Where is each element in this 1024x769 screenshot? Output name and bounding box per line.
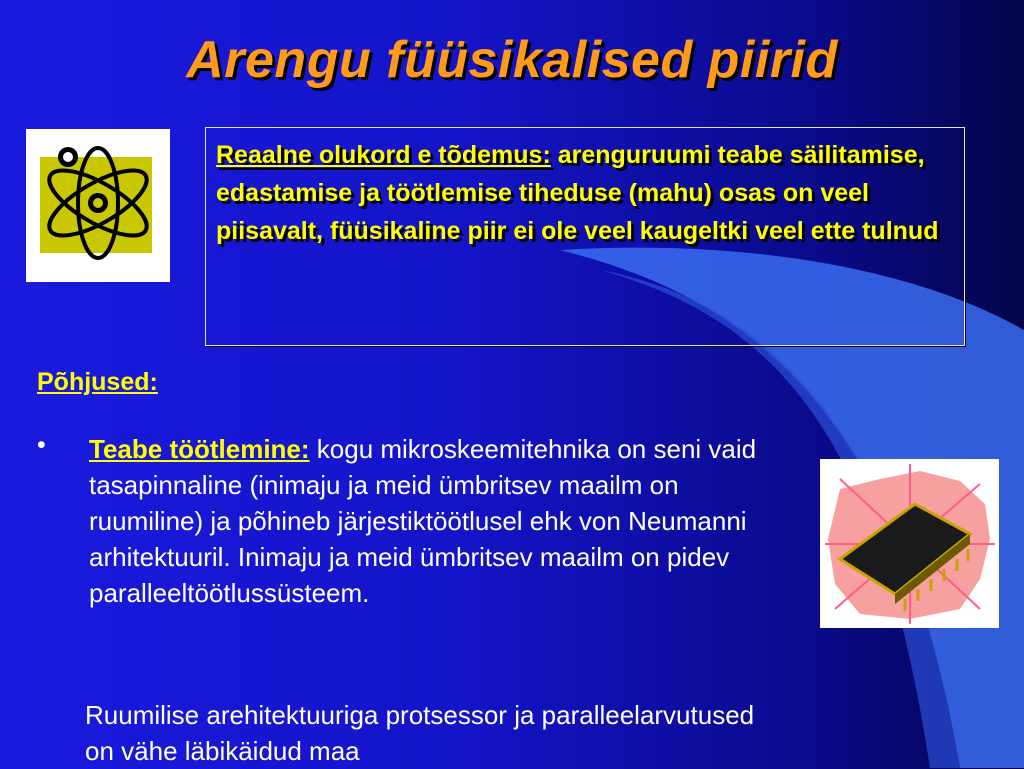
reasons-heading: Põhjused:: [37, 368, 158, 396]
summary-lead: Reaalne olukord e tõdemus:: [216, 141, 551, 169]
chip-image: [820, 459, 999, 628]
summary-body: arenguruumi teabe säilitamise, edastamise ja töötlemise tiheduse (mahu) osas on veel piisavalt, füüsikaline piir ei ole veel kaugeltki veel ette tulnud: [216, 141, 939, 245]
bullet-body: kogu mikroskeemitehnika on seni vaid tasapinnaline (inimaju ja meid ümbritsev maailm on ruumiline) ja põhineb järjestiktöötlusel ehk von Neumanni arhitektuuril. Inimaju ja meid ümbritsev maailm on pidev paralleeltöötlussüsteem.: [89, 434, 757, 608]
bullet-icon: •: [37, 431, 46, 459]
summary-textbox: [205, 127, 965, 346]
chip-icon: [820, 459, 999, 628]
page-title: Arengu füüsikalised piirid: [186, 31, 838, 89]
closing-paragraph: Ruumilise arehitektuuriga protsessor ja paralleelarvutused on vähe läbikäidud maa: [85, 700, 755, 766]
atom-icon: [26, 129, 170, 282]
atom-image: [26, 129, 170, 282]
bullet-head: Teabe töötlemine:: [89, 434, 310, 464]
summary-text: [216, 136, 956, 250]
bullet-text: [89, 431, 799, 611]
